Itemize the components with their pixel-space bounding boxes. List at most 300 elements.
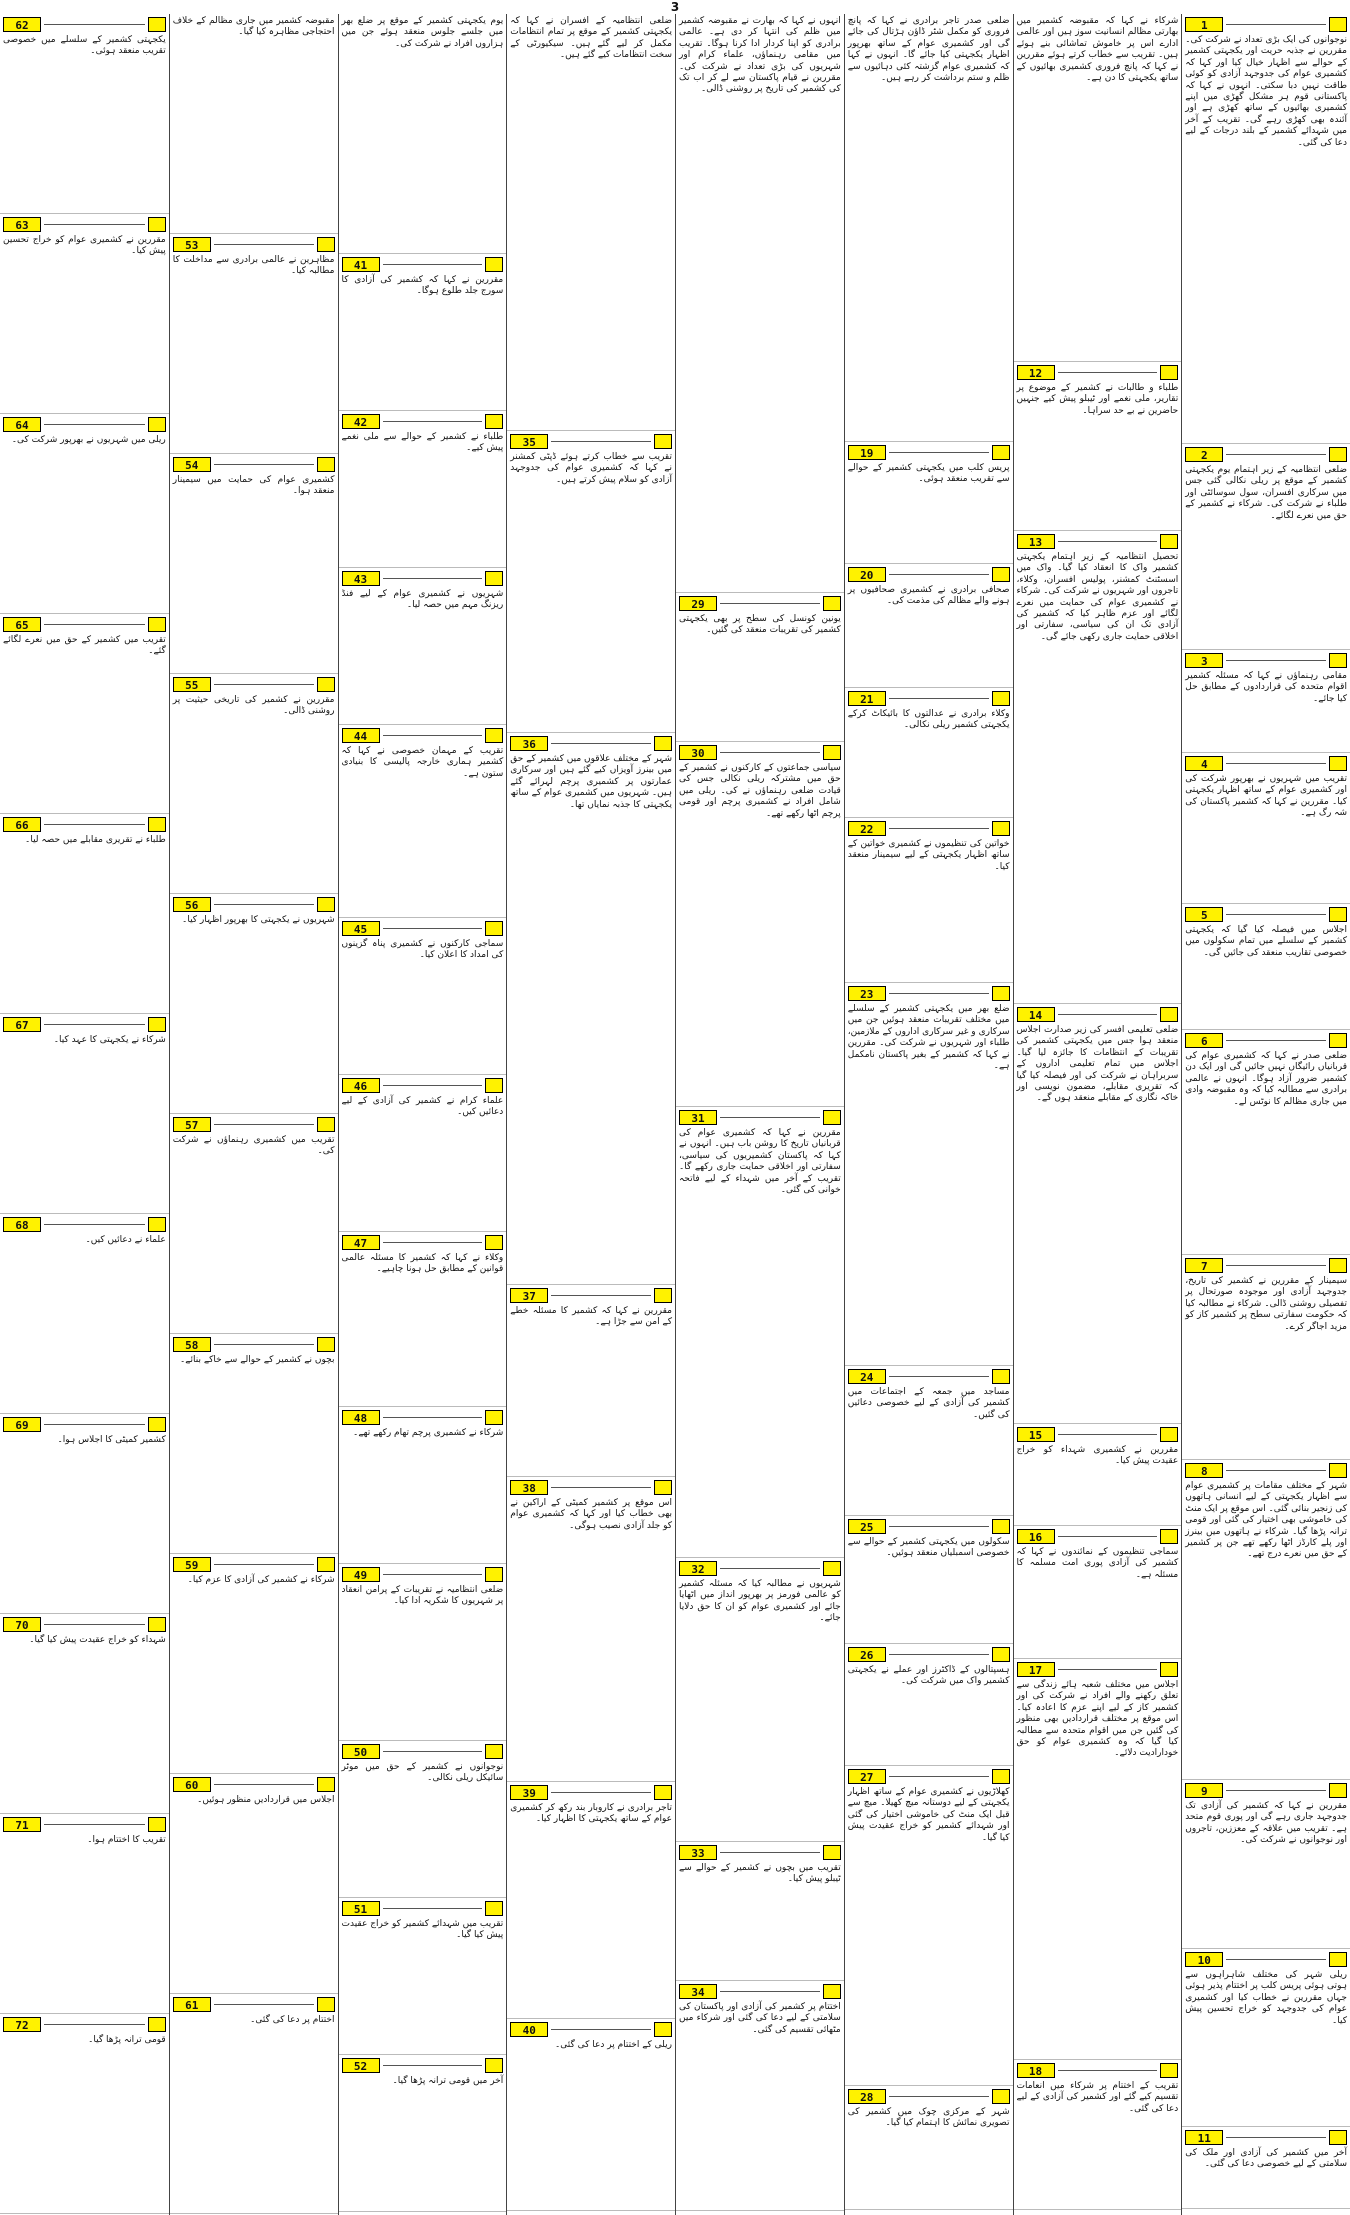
news-entry [845, 1516, 1013, 1644]
entry-text: مقررین نے کہا کہ کشمیر کی آزادی کا سورج جلد طلوع ہوگا۔ [341, 275, 504, 297]
header-rule [1226, 1790, 1326, 1791]
entry-header [1017, 533, 1179, 550]
entry-header [510, 1479, 672, 1496]
entry-number-badge: 64 [3, 417, 41, 432]
entry-header [1185, 755, 1347, 772]
header-rule [1058, 1014, 1158, 1015]
entry-text: سیاسی جماعتوں کے کارکنوں نے کشمیر کے حق میں مشترکہ ریلی نکالی جس کی قیادت ضلعی رہنماؤں نے کی۔ ریلی میں شامل افراد نے کشمیری پرچم اور قومی پرچم اٹھا رکھے تھے۔ [679, 763, 841, 819]
entry-text: ریلی میں شہریوں نے بھرپور شرکت کی۔ [11, 435, 166, 445]
entry-text: اختتام پر دعا کی گئی۔ [250, 2015, 335, 2025]
entry-text: طلباء نے کشمیر کے حوالے سے ملی نغمے پیش کیے۔ [341, 432, 504, 454]
entry-marker-icon [148, 217, 166, 232]
entry-marker-icon [148, 1417, 166, 1432]
news-entry [170, 1774, 338, 1994]
entry-header [848, 820, 1010, 837]
news-entry [1014, 1526, 1182, 1659]
entry-header [848, 690, 1010, 707]
entry-marker-icon [1329, 1783, 1347, 1798]
header-rule [44, 1224, 145, 1225]
entry-marker-icon [1329, 1952, 1347, 1967]
entry-header [3, 2016, 166, 2033]
entry-number-badge: 60 [173, 1777, 211, 1792]
entry-header [1017, 2062, 1179, 2079]
news-entry [1182, 1255, 1350, 1460]
entry-text: تقریب میں کشمیری رہنماؤں نے شرکت کی۔ [172, 1135, 335, 1157]
entry-text: تقریب کے اختتام پر شرکاء میں انعامات تقسیم کیے گئے اور کشمیر کی آزادی کے لیے دعا کی گئی۔ [1016, 2081, 1179, 2114]
entry-number-badge: 9 [1185, 1783, 1223, 1798]
entry-number-badge: 11 [1185, 2130, 1223, 2145]
news-entry [507, 1782, 675, 2019]
entry-header [679, 744, 841, 761]
entry-text: سماجی کارکنوں نے کشمیری پناہ گزینوں کی امداد کا اعلان کیا۔ [341, 939, 504, 961]
entry-marker-icon [317, 1557, 335, 1572]
entry-header [1185, 16, 1347, 33]
entry-text: تقریب کے مہمان خصوصی نے کہا کہ کشمیر ہماری خارجہ پالیسی کا بنیادی ستون ہے۔ [341, 746, 504, 779]
entry-marker-icon [823, 1110, 841, 1125]
entry-text: مظاہرین نے عالمی برادری سے مداخلت کا مطالبہ کیا۔ [172, 255, 335, 277]
entry-text: آخر میں کشمیر کی آزادی اور ملک کی سلامتی کے لیے خصوصی دعا کی گئی۔ [1185, 2148, 1347, 2170]
entry-marker-icon [485, 921, 503, 936]
entry-marker-icon [485, 571, 503, 586]
entry-text: مقررین نے کہا کہ کشمیر کا مسئلہ خطے کے امن سے جڑا ہے۔ [510, 1306, 672, 1328]
entry-marker-icon [148, 1617, 166, 1632]
header-rule [551, 743, 651, 744]
news-entry [676, 742, 844, 1107]
header-rule [44, 2024, 145, 2025]
entry-header [3, 1216, 166, 1233]
entry-number-badge: 43 [342, 571, 380, 586]
entry-text: مقررین نے کشمیر کی تاریخی حیثیت پر روشنی ڈالی۔ [172, 695, 335, 717]
header-rule [1226, 454, 1326, 455]
entry-marker-icon [992, 1647, 1010, 1662]
entry-number-badge: 68 [3, 1217, 41, 1232]
entry-number-badge: 34 [679, 1984, 717, 1999]
entry-marker-icon [485, 1078, 503, 1093]
entry-marker-icon [654, 434, 672, 449]
news-entry [0, 1414, 169, 1614]
header-rule [214, 1784, 314, 1785]
entry-number-badge: 25 [848, 1519, 886, 1534]
news-entry [845, 818, 1013, 983]
entry-number-badge: 14 [1017, 1007, 1055, 1022]
column-7 [169, 14, 338, 2215]
entry-header [1017, 1426, 1179, 1443]
entry-text: اجلاس میں مختلف شعبہ ہائے زندگی سے تعلق رکھنے والے افراد نے شرکت کی اور کشمیر کاز کے لیے اپنے عزم کا اعادہ کیا۔ اس موقع پر مختلف قراردادیں بھی منظور کی گئیں جن میں اقوام متحدہ سے مطالبہ کیا گیا کہ وہ کشمیری عوام کو حق خودارادیت دلائے۔ [1016, 1680, 1179, 1759]
entry-marker-icon [1329, 2130, 1347, 2145]
entry-marker-icon [485, 728, 503, 743]
entry-marker-icon [485, 1410, 503, 1425]
header-rule [44, 1824, 145, 1825]
entry-marker-icon [317, 457, 335, 472]
entry-header [848, 1646, 1010, 1663]
entry-number-badge: 46 [342, 1078, 380, 1093]
entry-text: ضلعی انتظامیہ کے زیر اہتمام یوم یکجہتی کشمیر کے موقع پر ریلی نکالی گئی جس میں سرکاری افسران، سول سوسائٹی اور طلباء نے شرکت کی۔ شرکاء نے کشمیر کے حق میں نعرے لگائے۔ [1185, 465, 1347, 521]
entry-text: تاجر برادری نے کاروبار بند رکھ کر کشمیری عوام کے ساتھ یکجہتی کا اظہار کیا۔ [510, 1803, 672, 1825]
entry-number-badge: 1 [1185, 17, 1223, 32]
news-entry [170, 234, 338, 454]
entry-header [342, 920, 504, 937]
news-entry [676, 1558, 844, 1842]
entry-marker-icon [317, 897, 335, 912]
entry-text: مقررین نے کشمیری شہداء کو خراج عقیدت پیش کیا۔ [1016, 1445, 1179, 1467]
entry-header [3, 216, 166, 233]
entry-number-badge: 31 [679, 1110, 717, 1125]
news-entry [339, 254, 507, 411]
entry-number-badge: 21 [848, 691, 886, 706]
page-number: 3 [670, 0, 680, 14]
entry-marker-icon [1160, 1662, 1178, 1677]
header-rule [889, 1654, 989, 1655]
entry-number-badge: 70 [3, 1617, 41, 1632]
news-entry [676, 1107, 844, 1558]
entry-number-badge: 24 [848, 1369, 886, 1384]
entry-marker-icon [1329, 653, 1347, 668]
entry-marker-icon [148, 1217, 166, 1232]
entry-text: نوجوانوں نے کشمیر کے حق میں موٹر سائیکل ریلی نکالی۔ [341, 1762, 504, 1784]
entry-header [342, 1409, 504, 1426]
news-entry [1182, 1780, 1350, 1949]
entry-number-badge: 47 [342, 1235, 380, 1250]
entry-header [342, 2057, 504, 2074]
entry-number-badge: 35 [510, 434, 548, 449]
entry-text: ضلعی صدر تاجر برادری نے کہا کہ پانچ فروری کو مکمل شٹر ڈاؤن ہڑتال کی جائے گی اور کشمیری عوام کے ساتھ بھرپور اظہار یکجہتی کیا جائے گا۔ انہوں نے کہا کہ کشمیری عوام گزشتہ کئی دہائیوں سے ظلم و ستم برداشت کر رہے ہیں۔ [847, 16, 1010, 84]
news-entry [339, 725, 507, 918]
entry-text: شہریوں نے یکجہتی کا بھرپور اظہار کیا۔ [182, 915, 335, 925]
entry-text: ریلی شہر کی مختلف شاہراہوں سے ہوتی ہوئی پریس کلب پر اختتام پذیر ہوئی جہاں مقررین نے خطاب کیا اور کشمیری عوام کی جدوجہد کو خراج تحسین پیش کیا۔ [1185, 1970, 1347, 2026]
news-entry [507, 2019, 675, 2211]
news-entry [1014, 1424, 1182, 1526]
news-entry [339, 1075, 507, 1232]
entry-number-badge: 67 [3, 1017, 41, 1032]
entry-number-badge: 10 [1185, 1952, 1223, 1967]
news-entry [845, 14, 1013, 442]
entry-text: نوجوانوں کی ایک بڑی تعداد نے شرکت کی۔ مقررین نے جذبہ حریت اور یکجہتی کشمیر کے حوالے سے اظہار خیال کیا اور کہا کہ کشمیری عوام کی جدوجہد آزادی کو کوئی طاقت نہیں دبا سکتی۔ انہوں نے کہا کہ پاکستانی قوم ہر مشکل گھڑی میں اپنے کشمیری بھائیوں کے ساتھ کھڑی ہے اور آئندہ بھی کھڑی رہے گی۔ تقریب کے آخر میں شہدائے کشمیر کے بلند درجات کے لیے دعا کی گئی۔ [1185, 35, 1347, 148]
entry-number-badge: 37 [510, 1288, 548, 1303]
news-entry [676, 593, 844, 742]
entry-header [342, 570, 504, 587]
entry-text: انہوں نے کہا کہ بھارت نے مقبوضہ کشمیر میں ظلم کی انتہا کر دی ہے۔ عالمی برادری کو اپنا کردار ادا کرنا ہوگا۔ تقریب میں مقامی رہنماؤں، علماء کرام اور شہریوں کی بڑی تعداد نے شرکت کی۔ مقررین نے قیام پاکستان سے لے کر اب تک کی کشمیر کی تاریخ پر روشنی ڈالی۔ [679, 16, 841, 95]
entry-number-badge: 16 [1017, 1529, 1055, 1544]
entry-number-badge: 13 [1017, 534, 1055, 549]
entry-marker-icon [992, 2089, 1010, 2104]
header-rule [1226, 914, 1326, 915]
entry-number-badge: 7 [1185, 1258, 1223, 1273]
entry-number-badge: 58 [173, 1337, 211, 1352]
news-entry [1014, 2060, 1182, 2210]
news-entry [845, 688, 1013, 818]
header-rule [44, 224, 145, 225]
entry-number-badge: 56 [173, 897, 211, 912]
entry-text: وکلاء نے کہا کہ کشمیر کا مسئلہ عالمی قوانین کے مطابق حل ہونا چاہیے۔ [341, 1253, 504, 1275]
entry-number-badge: 28 [848, 2089, 886, 2104]
header-rule [1058, 1434, 1158, 1435]
entry-text: تقریب سے خطاب کرتے ہوئے ڈپٹی کمشنر نے کہا کہ کشمیری عوام کی جدوجہد آزادی کو سلام پیش کرتے ہیں۔ [510, 452, 672, 485]
entry-number-badge: 15 [1017, 1427, 1055, 1442]
news-entry [1014, 531, 1182, 1004]
news-entry [170, 14, 338, 234]
entry-marker-icon [654, 1785, 672, 1800]
entry-marker-icon [992, 821, 1010, 836]
entry-text: تقریب میں شہدائے کشمیر کو خراج عقیدت پیش کیا گیا۔ [341, 1919, 504, 1941]
news-entry [170, 1554, 338, 1774]
entry-number-badge: 12 [1017, 365, 1055, 380]
entry-number-badge: 8 [1185, 1463, 1223, 1478]
news-entry [1014, 14, 1182, 362]
header-rule [1226, 1470, 1326, 1471]
news-entry [1182, 2127, 1350, 2209]
entry-number-badge: 54 [173, 457, 211, 472]
header-rule [889, 574, 989, 575]
entry-header [1017, 1661, 1179, 1678]
news-entry [845, 1766, 1013, 2086]
entry-header [848, 1518, 1010, 1535]
news-entry [339, 1407, 507, 1564]
entry-header [3, 1016, 166, 1033]
header-rule [551, 2029, 651, 2030]
entry-marker-icon [654, 736, 672, 751]
entry-text: شہر کے مختلف مقامات پر کشمیری عوام سے اظہار یکجہتی کے لیے انسانی ہاتھوں کی زنجیر بنائی گئی۔ اس موقع پر ایک منٹ کی خاموشی بھی اختیار کی گئی اور قومی ترانہ پڑھا گیا۔ شرکاء نے ہاتھوں میں بینرز اور پلے کارڈز اٹھا رکھے تھے جن پر کشمیر کے حق میں نعرے درج تھے۔ [1185, 1481, 1347, 1560]
entry-header [3, 816, 166, 833]
entry-marker-icon [1160, 2063, 1178, 2078]
entry-text: ضلع بھر میں یکجہتی کشمیر کے سلسلے میں مختلف تقریبات منعقد ہوئیں جن میں سرکاری و غیر سرکاری اداروں کے ملازمین، طلباء اور شہریوں نے شرکت کی۔ مقررین نے کہا کہ کشمیر کے بغیر پاکستان نامکمل ہے۔ [847, 1004, 1010, 1072]
header-rule [44, 1624, 145, 1625]
entry-marker-icon [148, 17, 166, 32]
news-entry [339, 1741, 507, 1898]
entry-number-badge: 63 [3, 217, 41, 232]
header-rule [214, 684, 314, 685]
entry-number-badge: 53 [173, 237, 211, 252]
entry-marker-icon [823, 1984, 841, 1999]
news-entry [170, 1994, 338, 2214]
entry-marker-icon [485, 1744, 503, 1759]
entry-text: کشمیر کمیٹی کا اجلاس ہوا۔ [57, 1435, 166, 1445]
entry-text: قومی ترانہ پڑھا گیا۔ [88, 2035, 166, 2045]
column-8 [0, 14, 169, 2215]
entry-marker-icon [148, 1817, 166, 1832]
entry-number-badge: 41 [342, 257, 380, 272]
entry-header [3, 416, 166, 433]
entry-number-badge: 36 [510, 736, 548, 751]
header-rule [383, 2065, 483, 2066]
header-rule [720, 752, 820, 753]
entry-marker-icon [485, 257, 503, 272]
news-entry [1182, 1949, 1350, 2127]
news-entry [170, 674, 338, 894]
entry-text: اس موقع پر کشمیر کمیٹی کے اراکین نے بھی خطاب کیا اور کہا کہ کشمیری عوام کو جلد آزادی نصیب ہوگی۔ [510, 1498, 672, 1531]
entry-number-badge: 59 [173, 1557, 211, 1572]
entry-text: ضلعی انتظامیہ نے تقریبات کے پرامن انعقاد پر شہریوں کا شکریہ ادا کیا۔ [341, 1585, 504, 1607]
entry-text: علماء کرام نے کشمیر کی آزادی کے لیے دعائیں کیں۔ [341, 1096, 504, 1118]
entry-marker-icon [317, 1997, 335, 2012]
entry-marker-icon [317, 677, 335, 692]
entry-number-badge: 38 [510, 1480, 548, 1495]
header-rule [383, 735, 483, 736]
entry-number-badge: 72 [3, 2017, 41, 2032]
entry-marker-icon [148, 1017, 166, 1032]
entry-text: اجلاس میں قراردادیں منظور ہوئیں۔ [197, 1795, 335, 1805]
entry-text: ضلعی تعلیمی افسر کی زیر صدارت اجلاس منعقد ہوا جس میں یکجہتی کشمیر کی تقریبات کے انتظامات کا جائزہ لیا گیا۔ اجلاس میں تمام تعلیمی اداروں کے سربراہان نے شرکت کی اور فیصلہ کیا گیا کہ تقریری مقابلے، مضمون نویسی اور خاکہ نگاری کے مقابلے منعقد ہوں گے۔ [1016, 1025, 1179, 1104]
header-rule [44, 1424, 145, 1425]
entry-header [173, 1336, 335, 1353]
news-entry [1182, 14, 1350, 444]
entry-marker-icon [1329, 17, 1347, 32]
entry-marker-icon [485, 1567, 503, 1582]
header-rule [383, 264, 483, 265]
column-3 [844, 14, 1013, 2215]
news-entry [339, 2055, 507, 2212]
entry-text: ریلی کے اختتام پر دعا کی گئی۔ [554, 2040, 672, 2050]
entry-text: کشمیری عوام کی حمایت میں سیمینار منعقد ہوا۔ [172, 475, 335, 497]
entry-header [848, 444, 1010, 461]
news-entry [845, 1644, 1013, 1766]
entry-text: شہداء کو خراج عقیدت پیش کیا گیا۔ [29, 1635, 166, 1645]
entry-number-badge: 71 [3, 1817, 41, 1832]
entry-marker-icon [148, 617, 166, 632]
header-rule [383, 1908, 483, 1909]
entry-text: شرکاء نے کہا کہ مقبوضہ کشمیر میں بھارتی مظالم انسانیت سوز ہیں اور عالمی ادارے اس پر خاموش تماشائی بنے ہوئے ہیں۔ تقریب سے خطاب کرتے ہوئے مقررین نے کہا کہ پانچ فروری کشمیری بھائیوں کے ساتھ یکجہتی کا دن ہے۔ [1016, 16, 1179, 84]
entry-marker-icon [823, 1845, 841, 1860]
entry-marker-icon [992, 1769, 1010, 1784]
header-rule [44, 424, 145, 425]
newspaper-columns [0, 14, 1350, 2215]
news-entry [507, 733, 675, 1285]
entry-number-badge: 65 [3, 617, 41, 632]
entry-marker-icon [992, 1519, 1010, 1534]
entry-header [1185, 652, 1347, 669]
entry-text: تقریب میں بچوں نے کشمیر کے حوالے سے ٹیبلو پیش کیا۔ [679, 1863, 841, 1885]
header-rule [383, 1417, 483, 1418]
news-entry [1182, 753, 1350, 904]
entry-text: بچوں نے کشمیر کے حوالے سے خاکے بنائے۔ [179, 1355, 335, 1365]
news-entry [0, 614, 169, 814]
news-entry [0, 14, 169, 214]
entry-header [173, 236, 335, 253]
entry-marker-icon [485, 1235, 503, 1250]
entry-number-badge: 50 [342, 1744, 380, 1759]
entry-number-badge: 29 [679, 596, 717, 611]
entry-header [1185, 2129, 1347, 2146]
news-entry [0, 414, 169, 614]
entry-text: مقررین نے کہا کہ کشمیر کی آزادی تک جدوجہد جاری رہے گی اور پوری قوم متحد ہے۔ تقریب میں علاقہ کے معززین، تاجروں اور نوجوانوں نے شرکت کی۔ [1185, 1801, 1347, 1846]
entry-header [173, 1996, 335, 2013]
header-rule [720, 603, 820, 604]
entry-marker-icon [992, 1369, 1010, 1384]
news-entry [0, 1014, 169, 1214]
news-entry [0, 214, 169, 414]
entry-text: یکجہتی کشمیر کے سلسلے میں خصوصی تقریب منعقد ہوئی۔ [3, 35, 166, 57]
news-entry [676, 1842, 844, 1981]
entry-number-badge: 44 [342, 728, 380, 743]
news-entry [507, 1477, 675, 1782]
entry-text: پریس کلب میں یکجہتی کشمیر کے حوالے سے تقریب منعقد ہوئی۔ [847, 463, 1010, 485]
entry-text: اختتام پر کشمیر کی آزادی اور پاکستان کی سلامتی کے لیے دعا کی گئی اور شرکاء میں مٹھائی تقسیم کی گئی۔ [679, 2002, 841, 2035]
entry-marker-icon [148, 417, 166, 432]
header-rule [383, 578, 483, 579]
header-rule [214, 1124, 314, 1125]
header-rule [1226, 1265, 1326, 1266]
entry-marker-icon [1160, 1529, 1178, 1544]
header-rule [889, 1526, 989, 1527]
column-2 [1013, 14, 1182, 2215]
entry-text: شرکاء نے یکجہتی کا عہد کیا۔ [53, 1035, 166, 1045]
entry-marker-icon [992, 691, 1010, 706]
header-rule [551, 1792, 651, 1793]
header-rule [889, 1376, 989, 1377]
entry-number-badge: 19 [848, 445, 886, 460]
entry-text: ضلعی صدر نے کہا کہ کشمیری عوام کی قربانیاں رائیگاں نہیں جائیں گی اور ایک دن کشمیر ضرور آزاد ہوگا۔ انہوں نے عالمی برادری سے مطالبہ کیا کہ وہ مقبوضہ وادی میں جاری مظالم کا نوٹس لے۔ [1185, 1051, 1347, 1107]
entry-number-badge: 3 [1185, 653, 1223, 668]
news-entry [339, 1898, 507, 2055]
header-rule [889, 2096, 989, 2097]
entry-header [848, 2088, 1010, 2105]
header-rule [214, 1564, 314, 1565]
entry-header [342, 1900, 504, 1917]
entry-header [510, 1287, 672, 1304]
header-rule [1226, 24, 1326, 25]
entry-text: تقریب کا اختتام ہوا۔ [87, 1835, 166, 1845]
news-entry [1014, 1659, 1182, 2060]
entry-header [342, 727, 504, 744]
header-rule [1058, 1669, 1158, 1670]
entry-text: تقریب میں کشمیر کے حق میں نعرے لگائے گئے۔ [3, 635, 166, 657]
news-entry [507, 431, 675, 733]
entry-text: ہسپتالوں کے ڈاکٹرز اور عملے نے یکجہتی کشمیر واک میں شرکت کی۔ [847, 1665, 1010, 1687]
entry-number-badge: 57 [173, 1117, 211, 1132]
header-rule [889, 452, 989, 453]
column-5 [506, 14, 675, 2215]
entry-number-badge: 32 [679, 1561, 717, 1576]
entry-text: یونین کونسل کی سطح پر بھی یکجہتی کشمیر کی تقریبات منعقد کی گئیں۔ [679, 614, 841, 636]
entry-marker-icon [317, 1117, 335, 1132]
header-rule [44, 24, 145, 25]
header-rule [44, 624, 145, 625]
entry-header [3, 1416, 166, 1433]
header-rule [1058, 541, 1158, 542]
news-entry [676, 14, 844, 593]
entry-header [679, 1844, 841, 1861]
header-rule [1226, 1959, 1326, 1960]
entry-header [1017, 1006, 1179, 1023]
entry-marker-icon [1160, 1007, 1178, 1022]
header-rule [551, 1295, 651, 1296]
entry-header [848, 1768, 1010, 1785]
entry-marker-icon [1160, 1427, 1178, 1442]
news-entry [507, 1285, 675, 1477]
header-rule [214, 2004, 314, 2005]
entry-text: سکولوں میں یکجہتی کشمیر کے حوالے سے خصوصی اسمبلیاں منعقد ہوئیں۔ [847, 1537, 1010, 1559]
news-entry [1014, 362, 1182, 531]
entry-marker-icon [823, 1561, 841, 1576]
header-rule [551, 1487, 651, 1488]
entry-text: شہریوں نے مطالبہ کیا کہ مسئلہ کشمیر کو عالمی فورمز پر بھرپور انداز میں اٹھایا جائے اور کشمیری عوام کو ان کا حق دلایا جائے۔ [679, 1579, 841, 1624]
column-1 [1181, 14, 1350, 2215]
news-entry [507, 14, 675, 431]
news-entry [170, 454, 338, 674]
header-rule [720, 1852, 820, 1853]
news-entry [1182, 650, 1350, 753]
entry-text: شہریوں نے کشمیری عوام کے لیے فنڈ ریزنگ مہم میں حصہ لیا۔ [341, 589, 504, 611]
entry-text: مقامی رہنماؤں نے کہا کہ مسئلہ کشمیر اقوام متحدہ کی قراردادوں کے مطابق حل کیا جائے۔ [1185, 671, 1347, 704]
entry-marker-icon [317, 1337, 335, 1352]
entry-marker-icon [1160, 365, 1178, 380]
news-entry [1014, 1004, 1182, 1424]
column-4 [675, 14, 844, 2215]
news-entry [1182, 1460, 1350, 1780]
header-rule [1226, 763, 1326, 764]
entry-number-badge: 17 [1017, 1662, 1055, 1677]
entry-marker-icon [485, 2058, 503, 2073]
header-rule [1226, 2137, 1326, 2138]
